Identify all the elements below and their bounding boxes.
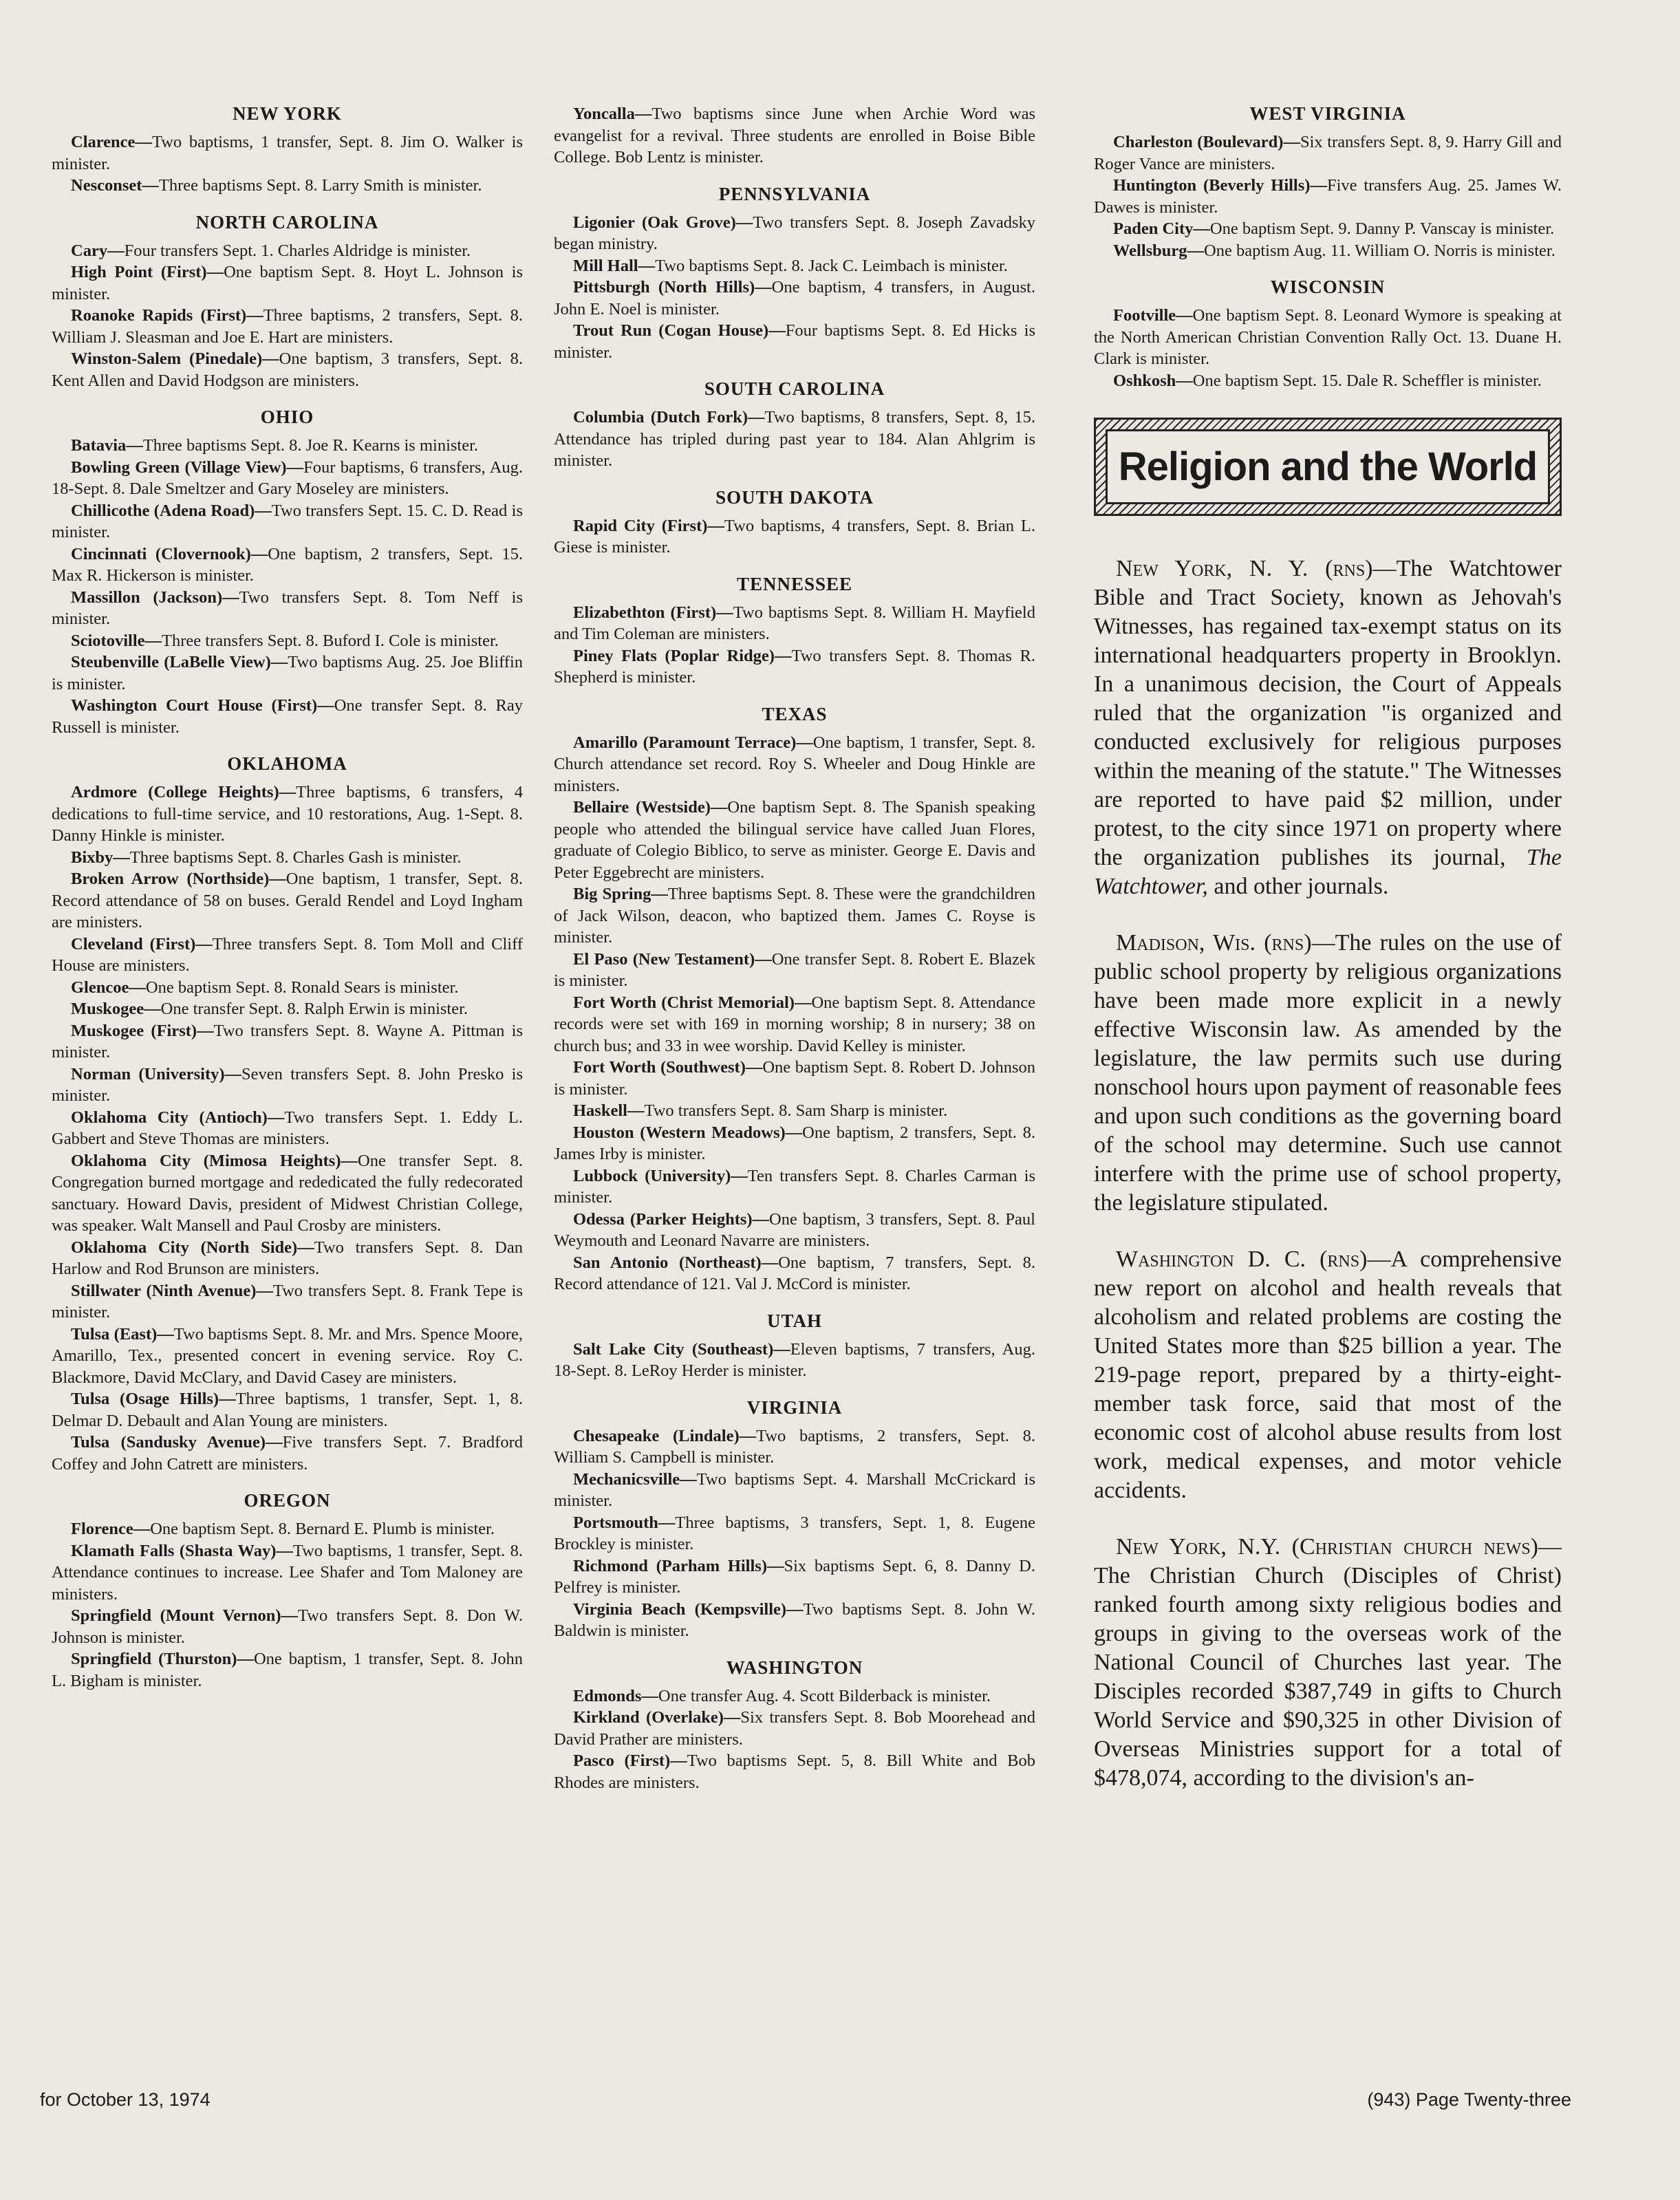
church-name: Pittsburgh (North Hills) bbox=[573, 278, 755, 296]
church-name: Tulsa (Osage Hills) bbox=[71, 1390, 219, 1408]
news-item: New York, N.Y. (Christian church news)—The Christian Church (Disciples of Christ) ranked fourth among sixty religious bodies and groups in giving to the overseas work of the National Council of Churches last year. The Disciples recorded $387,749 in gifts to Church World Service and $90,325 in other Division of Overseas Ministries support for a total of $478,074, according to the division's an- bbox=[1094, 1534, 1562, 1791]
report-text: One baptism Sept. 8. Leonard Wymore is speaking at the North American Christian Convention Rally Oct. 13. Duane H. Clark is minister. bbox=[1094, 306, 1562, 368]
church-report: Batavia—Three baptisms Sept. 8. Joe R. Kearns is minister. bbox=[71, 436, 479, 455]
church-report: Columbia (Dutch Fork)—Two baptisms, 8 transfers, Sept. 8, 15. Attendance has tripled during past year to 184. Alan Ahlgrim is minister. bbox=[554, 408, 1035, 470]
church-name: Mechanicsville bbox=[573, 1469, 680, 1489]
church-name: Trout Run (Cogan House) bbox=[573, 321, 769, 340]
report-text: Two baptisms, 1 transfer, Sept. 8. Jim O. Walker is minister. bbox=[52, 133, 523, 173]
report-text: Five transfers Sept. 7. Bradford Coffey and John Catrett are ministers. bbox=[52, 1433, 523, 1474]
news-body-tail: and other journals. bbox=[1207, 874, 1389, 899]
church-report: Oklahoma City (Antioch)—Two transfers Sept. 1. Eddy L. Gabbert and Steve Thomas are ministers. bbox=[52, 1108, 523, 1148]
report-text: Two baptisms Aug. 25. Joe Bliffin is minister. bbox=[52, 653, 523, 693]
state-heading: UTAH bbox=[766, 1310, 822, 1331]
church-name: Roanoke Rapids (First) bbox=[71, 306, 247, 325]
feature-items bbox=[1094, 554, 1562, 1793]
church-report: Washington Court House (First)—One transfer Sept. 8. Ray Russell is minister. bbox=[52, 696, 523, 737]
column-right bbox=[1094, 103, 1562, 1820]
news-dateline: Madison, Wis. (rns) bbox=[1116, 930, 1312, 956]
church-name: Elizabethton (First) bbox=[573, 603, 717, 622]
church-name: El Paso (New Testament) bbox=[573, 949, 755, 969]
state-section bbox=[52, 407, 523, 738]
church-report: Oshkosh—One baptism Sept. 15. Dale R. Scheffler is minister. bbox=[1113, 371, 1542, 390]
church-name: Charleston (Boulevard) bbox=[1113, 133, 1284, 151]
report-text: One baptism Sept. 8. Attendance records were set with 169 in morning worship; 8 in nursery; 38 on church bus; and 33 in wee worship. David Kelley is minister. bbox=[554, 993, 1036, 1055]
news-body: A comprehensive new report on alcohol and health reveals that alcoholism and related problems are costing the United States more than $25 billion a year. The 219-page report, prepared by a thirty-eight-member task force, said that most of the economic cost of alcohol abuse results from lost work, medical expenses, and motor vehicle accidents. bbox=[1094, 1247, 1562, 1503]
news-item: Washington D. C. (rns)—A comprehensive new report on alcohol and health reveals that alcoholism and related problems are costing the United States more than $25 billion a year. The 219-page report, prepared by a thirty-eight-member task force, said that most of the economic cost of alcohol abuse results from lost work, medical expenses, and motor vehicle accidents. bbox=[1094, 1247, 1562, 1503]
report-text: Three baptisms, 6 transfers, 4 dedications to full-time service, and 10 restorations, Aug. 1-Sept. 8. Danny Hinkle is minister. bbox=[52, 783, 523, 845]
church-report: Charleston (Boulevard)—Six transfers Sept. 8, 9. Harry Gill and Roger Vance are ministers. bbox=[1094, 133, 1562, 173]
church-name: High Point (First) bbox=[71, 263, 207, 281]
report-text: Four baptisms Sept. 8. Ed Hicks is minister. bbox=[554, 321, 1035, 362]
report-text: Two transfers Sept. 8. Frank Tepe is minister. bbox=[52, 1281, 523, 1322]
church-report: Rapid City (First)—Two baptisms, 4 transfers, Sept. 8. Brian L. Giese is minister. bbox=[554, 516, 1035, 557]
church-name: Chesapeake (Lindale) bbox=[573, 1426, 740, 1445]
church-name: Columbia (Dutch Fork) bbox=[573, 408, 749, 427]
report-text: One baptism Sept. 8. Ronald Sears is minister. bbox=[145, 978, 459, 997]
report-text: One baptism Aug. 11. William O. Norris is minister. bbox=[1204, 241, 1555, 260]
state-heading: OKLAHOMA bbox=[227, 753, 347, 774]
church-report: Pittsburgh (North Hills)—One baptism, 4 transfers, in August. John E. Noel is minister. bbox=[554, 278, 1035, 319]
state-heading: WEST VIRGINIA bbox=[1249, 103, 1406, 124]
news-dateline: New York, N. Y. (rns) bbox=[1116, 556, 1373, 581]
report-text: Five transfers Aug. 25. James W. Dawes is minister. bbox=[1094, 176, 1562, 217]
column-left bbox=[52, 103, 523, 1707]
church-report: Oklahoma City (Mimosa Heights)—One transfer Sept. 8. Congregation burned mortgage and rededicated the fully redecorated sanctuary. Howard Davis, president of Midwest Christian College, was speaker. Walt Mansell and Paul Crosby are ministers. bbox=[52, 1151, 523, 1235]
church-name: Norman (University) bbox=[71, 1064, 225, 1083]
report-text: Two transfers Sept. 8. Thomas R. Shepherd is minister. bbox=[554, 646, 1035, 687]
report-text: One baptism, 7 transfers, Sept. 8. Record attendance of 121. Val J. McCord is minister. bbox=[554, 1253, 1036, 1293]
report-text: Six transfers Sept. 8, 9. Harry Gill and Roger Vance are ministers. bbox=[1094, 133, 1562, 173]
report-text: Three baptisms Sept. 8. These were the grandchildren of Jack Wilson, deacon, who baptized them. James C. Royse is minister. bbox=[554, 885, 1035, 947]
church-name: Springfield (Mount Vernon) bbox=[71, 1606, 281, 1625]
report-text: Three baptisms Sept. 8. Joe R. Kearns is minister. bbox=[142, 436, 479, 455]
church-report: Muskogee (First)—Two transfers Sept. 8. Wayne A. Pittman is minister. bbox=[52, 1021, 523, 1061]
church-name: Bowling Green (Village View) bbox=[71, 457, 287, 477]
church-name: Cleveland (First) bbox=[71, 934, 196, 953]
church-report: High Point (First)—One baptism Sept. 8. Hoyt L. Johnson is minister. bbox=[52, 263, 523, 303]
report-text: Two transfers Sept. 8. Tom Neff is minister. bbox=[52, 587, 524, 628]
state-section bbox=[52, 103, 523, 197]
church-name: Tulsa (Sandusky Avenue) bbox=[71, 1433, 266, 1452]
church-report: Springfield (Thurston)—One baptism, 1 transfer, Sept. 8. John L. Bigham is minister. bbox=[52, 1650, 523, 1690]
report-text: Two baptisms Sept. 4. Marshall McCrickard is minister. bbox=[554, 1469, 1035, 1510]
church-name: Fort Worth (Christ Memorial) bbox=[573, 993, 795, 1012]
news-body: The rules on the use of public school property by religious organizations have been made more explicit in a newly effective Wisconsin law. As amended by the legislature, the law permits such use during nonschool hours upon payment of reasonable fees and upon such conditions as the governing board of the school may determine. Such use cannot interfere with the prime use of school property, the legislature stipulated. bbox=[1094, 930, 1562, 1216]
church-report: Ligonier (Oak Grove)—Two transfers Sept. 8. Joseph Zavadsky began ministry. bbox=[554, 213, 1036, 253]
church-report: Trout Run (Cogan House)—Four baptisms Sept. 8. Ed Hicks is minister. bbox=[554, 321, 1035, 362]
church-report: Klamath Falls (Shasta Way)—Two baptisms, 1 transfer, Sept. 8. Attendance continues to increase. Lee Shafer and Tom Maloney are ministers. bbox=[52, 1541, 523, 1604]
report-text: Four transfers Sept. 1. Charles Aldridge is minister. bbox=[124, 241, 471, 260]
report-text: Eleven baptisms, 7 transfers, Aug. 18-Sept. 8. LeRoy Herder is minister. bbox=[554, 1339, 1036, 1380]
church-report: Oklahoma City (North Side)—Two transfers Sept. 8. Dan Harlow and Rod Brunson are ministers. bbox=[52, 1238, 523, 1278]
church-name: Rapid City (First) bbox=[573, 516, 708, 535]
church-name: Richmond (Parham Hills) bbox=[573, 1556, 767, 1575]
church-name: Piney Flats (Poplar Ridge) bbox=[573, 646, 775, 665]
report-text: Two baptisms Sept. 8. William H. Mayfield and Tim Coleman are ministers. bbox=[554, 603, 1035, 643]
state-heading: TENNESSEE bbox=[736, 573, 853, 594]
report-text: Two transfers Sept. 8. Don W. Johnson is minister. bbox=[52, 1606, 524, 1647]
church-name: Winston-Salem (Pinedale) bbox=[71, 349, 263, 368]
state-heading: PENNSYLVANIA bbox=[718, 183, 871, 204]
state-section bbox=[554, 574, 1035, 689]
church-report: Pasco (First)—Two baptisms Sept. 5, 8. Bill White and Bob Rhodes are ministers. bbox=[554, 1751, 1035, 1792]
church-name: Massillon (Jackson) bbox=[71, 587, 223, 607]
church-report: Muskogee—One transfer Sept. 8. Ralph Erwin is minister. bbox=[71, 1000, 469, 1018]
church-name: Florence bbox=[71, 1520, 133, 1538]
report-text: One baptism, 3 transfers, Sept. 8. Kent Allen and David Hodgson are ministers. bbox=[52, 349, 523, 390]
state-section bbox=[554, 103, 1035, 169]
report-text: Two baptisms Sept. 8. Jack C. Leimbach is minister. bbox=[655, 256, 1008, 275]
church-report: Stillwater (Ninth Avenue)—Two transfers Sept. 8. Frank Tepe is minister. bbox=[52, 1281, 523, 1322]
church-name: Edmonds bbox=[573, 1686, 642, 1705]
state-section bbox=[554, 378, 1035, 472]
news-item: Madison, Wis. (rns)—The rules on the use of public school property by religious organizations have been made more explicit in a newly effective Wisconsin law. As amended by the legislature, the law permits such use during nonschool hours upon payment of reasonable fees and upon such conditions as the governing board of the school may determine. Such use cannot interfere with the prime use of school property, the legislature stipulated. bbox=[1094, 930, 1562, 1216]
church-report: Winston-Salem (Pinedale)—One baptism, 3 transfers, Sept. 8. Kent Allen and David Hodgson are ministers. bbox=[52, 349, 523, 390]
church-report: Sciotoville—Three transfers Sept. 8. Buford I. Cole is minister. bbox=[71, 631, 499, 650]
church-report: Richmond (Parham Hills)—Six baptisms Sept. 6, 8. Danny D. Pelfrey is minister. bbox=[554, 1556, 1035, 1597]
report-text: One transfer Sept. 8. Ralph Erwin is minister. bbox=[160, 1000, 469, 1018]
report-text: Six baptisms Sept. 6, 8. Danny D. Pelfrey is minister. bbox=[554, 1556, 1035, 1597]
church-report: Tulsa (East)—Two baptisms Sept. 8. Mr. and Mrs. Spence Moore, Amarillo, Tex., presented concert in evening service. Roy C. Blackmore, David McClary, and David Casey are ministers. bbox=[52, 1324, 523, 1387]
report-text: One baptism, 1 transfer, Sept. 8. John L. Bigham is minister. bbox=[52, 1650, 523, 1690]
report-text: One transfer Sept. 8. Congregation burned mortgage and rededicated the fully redecorated sanctuary. Howard Davis, president of Midwest Christian College, was speaker. Walt Mansell and Paul Crosby are ministers. bbox=[52, 1151, 523, 1235]
news-item: New York, N. Y. (rns)—The Watchtower Bible and Tract Society, known as Jehovah's Witnesses, has regained tax-exempt status on its international headquarters property in Brooklyn. In a unanimous decision, the Court of Appeals ruled that the organization "is organized and conducted exclusively for religious purposes within the meaning of the statute." The Witnesses are reported to have paid $2 million, under protest, to the city since 1971 on property where the organization publishes its journal, The Watchtower, and other journals. bbox=[1094, 556, 1562, 899]
church-name: Houston (Western Meadows) bbox=[573, 1123, 786, 1142]
report-text: One transfer Aug. 4. Scott Bilderback is minister. bbox=[658, 1686, 991, 1705]
church-name: Amarillo (Paramount Terrace) bbox=[573, 733, 797, 752]
church-report: Massillon (Jackson)—Two transfers Sept. 8. Tom Neff is minister. bbox=[52, 587, 524, 628]
report-text: Three baptisms, 1 transfer, Sept. 1, 8. Delmar D. Debault and Alan Young are ministers. bbox=[52, 1390, 523, 1430]
report-text: Two transfers Sept. 15. C. D. Read is minister. bbox=[52, 501, 523, 541]
church-name: Lubbock (University) bbox=[573, 1166, 731, 1185]
church-report: Ardmore (College Heights)—Three baptisms, 6 transfers, 4 dedications to full-time service, and 10 restorations, Aug. 1-Sept. 8. Danny Hinkle is minister. bbox=[52, 783, 523, 845]
state-section bbox=[554, 1397, 1035, 1642]
state-section bbox=[554, 1311, 1035, 1382]
church-name: Klamath Falls (Shasta Way) bbox=[71, 1541, 277, 1560]
news-body: The Christian Church (Disciples of Christ) ranked fourth among sixty religious bodies and groups in giving to the overseas work of the National Council of Churches last year. The Disciples recorded $387,749 in gifts to Church World Service and $90,325 in other Division of Overseas Ministries support for a total of $478,074, according to the division's an- bbox=[1094, 1563, 1562, 1791]
church-report: Nesconset—Three baptisms Sept. 8. Larry Smith is minister. bbox=[71, 176, 482, 195]
report-text: Four baptisms, 6 transfers, Aug. 18-Sept. 8. Dale Smeltzer and Gary Moseley are ministers. bbox=[52, 457, 524, 498]
church-name: Bellaire (Westside) bbox=[573, 798, 711, 817]
church-report: Huntington (Beverly Hills)—Five transfers Aug. 25. James W. Dawes is minister. bbox=[1094, 176, 1562, 217]
report-text: One transfer Sept. 8. Ray Russell is minister. bbox=[52, 696, 523, 737]
report-text: One transfer Sept. 8. Robert E. Blazek is minister. bbox=[554, 949, 1036, 990]
church-name: Muskogee (First) bbox=[71, 1021, 197, 1040]
state-heading: WISCONSIN bbox=[1270, 277, 1386, 297]
church-name: Oklahoma City (Antioch) bbox=[71, 1108, 268, 1127]
report-text: Two baptisms, 8 transfers, Sept. 8, 15. Attendance has tripled during past year to 184. Alan Ahlgrim is minister. bbox=[554, 408, 1035, 470]
church-report: Houston (Western Meadows)—One baptism, 2 transfers, Sept. 8. James Irby is minister. bbox=[554, 1123, 1035, 1163]
report-text: One baptism, 4 transfers, in August. John E. Noel is minister. bbox=[554, 278, 1035, 319]
feature-banner bbox=[1094, 418, 1562, 516]
church-name: Ardmore (College Heights) bbox=[71, 783, 279, 801]
church-report: Bellaire (Westside)—One baptism Sept. 8. The Spanish speaking people who attended the bilingual service have called Juan Flores, graduate of Colegio Biblico, to serve as minister. George E. Davis and Peter Eggebrecht are ministers. bbox=[554, 798, 1035, 882]
news-dateline: Washington D. C. (rns) bbox=[1116, 1247, 1368, 1272]
church-name: Footville bbox=[1113, 306, 1176, 325]
church-report: Steubenville (LaBelle View)—Two baptisms Aug. 25. Joe Bliffin is minister. bbox=[52, 653, 523, 693]
report-text: Three transfers Sept. 8. Tom Moll and Cliff House are ministers. bbox=[52, 934, 523, 975]
church-report: Virginia Beach (Kempsville)—Two baptisms Sept. 8. John W. Baldwin is minister. bbox=[554, 1599, 1035, 1640]
report-text: One baptism Sept. 8. Bernard E. Plumb is minister. bbox=[150, 1520, 495, 1538]
church-name: Stillwater (Ninth Avenue) bbox=[71, 1281, 257, 1300]
right-sections bbox=[1094, 103, 1562, 391]
report-text: Two baptisms Sept. 8. Mr. and Mrs. Spence Moore, Amarillo, Tex., presented concert in evening service. Roy C. Blackmore, David McClary, and David Casey are ministers. bbox=[52, 1324, 523, 1387]
report-text: Two baptisms Sept. 8. John W. Baldwin is minister. bbox=[554, 1599, 1035, 1640]
church-report: Tulsa (Osage Hills)—Three baptisms, 1 transfer, Sept. 1, 8. Delmar D. Debault and Alan Young are ministers. bbox=[52, 1390, 523, 1430]
church-report: Springfield (Mount Vernon)—Two transfers Sept. 8. Don W. Johnson is minister. bbox=[52, 1606, 524, 1647]
church-name: Tulsa (East) bbox=[71, 1324, 158, 1344]
report-text: Two transfers Sept. 8. Wayne A. Pittman is minister. bbox=[52, 1021, 523, 1061]
state-section bbox=[554, 1657, 1035, 1794]
footer-date: for October 13, 1974 bbox=[40, 2089, 211, 2110]
state-section bbox=[52, 212, 523, 392]
church-name: Fort Worth (Southwest) bbox=[573, 1058, 746, 1077]
state-section bbox=[554, 704, 1035, 1295]
church-report: Roanoke Rapids (First)—Three baptisms, 2 transfers, Sept. 8. William J. Sleasman and Joe E. Hart are ministers. bbox=[52, 306, 523, 347]
church-report: Salt Lake City (Southeast)—Eleven baptisms, 7 transfers, Aug. 18-Sept. 8. LeRoy Herder is minister. bbox=[554, 1339, 1036, 1380]
church-report: Yoncalla—Two baptisms since June when Archie Word was evangelist for a revival. Three students are enrolled in Boise Bible College. Bob Lentz is minister. bbox=[554, 105, 1035, 166]
church-name: Chillicothe (Adena Road) bbox=[71, 501, 255, 520]
church-name: Cary bbox=[71, 241, 108, 260]
church-report: Piney Flats (Poplar Ridge)—Two transfers Sept. 8. Thomas R. Shepherd is minister. bbox=[554, 646, 1035, 687]
state-heading: WASHINGTON bbox=[726, 1657, 863, 1678]
church-report: Mill Hall—Two baptisms Sept. 8. Jack C. Leimbach is minister. bbox=[573, 256, 1008, 275]
report-text: Three baptisms, 2 transfers, Sept. 8. William J. Sleasman and Joe E. Hart are ministers. bbox=[52, 306, 523, 347]
report-text: Two baptisms, 1 transfer, Sept. 8. Attendance continues to increase. Lee Shafer and Tom Maloney are ministers. bbox=[52, 1541, 523, 1604]
church-name: Broken Arrow (Northside) bbox=[71, 870, 270, 888]
church-report: Amarillo (Paramount Terrace)—One baptism, 1 transfer, Sept. 8. Church attendance set record. Roy S. Wheeler and Doug Hinkle are ministers. bbox=[554, 733, 1035, 795]
report-text: Three baptisms Sept. 8. Charles Gash is minister. bbox=[129, 848, 462, 867]
church-report: San Antonio (Northeast)—One baptism, 7 transfers, Sept. 8. Record attendance of 121. Val J. McCord is minister. bbox=[554, 1253, 1036, 1293]
report-text: One baptism, 1 transfer, Sept. 8. Record attendance of 58 on buses. Gerald Rendel and Loyd Ingham are ministers. bbox=[52, 870, 524, 931]
church-report: Paden City—One baptism Sept. 9. Danny P. Vanscay is minister. bbox=[1113, 219, 1555, 238]
church-report: Florence—One baptism Sept. 8. Bernard E. Plumb is minister. bbox=[71, 1520, 495, 1538]
church-name: Salt Lake City (Southeast) bbox=[573, 1339, 774, 1359]
church-report: Mechanicsville—Two baptisms Sept. 4. Marshall McCrickard is minister. bbox=[554, 1469, 1035, 1510]
church-report: Portsmouth—Three baptisms, 3 transfers, Sept. 1, 8. Eugene Brockley is minister. bbox=[554, 1513, 1035, 1553]
report-text: Two baptisms Sept. 5, 8. Bill White and Bob Rhodes are ministers. bbox=[554, 1751, 1035, 1792]
church-report: Chillicothe (Adena Road)—Two transfers Sept. 15. C. D. Read is minister. bbox=[52, 501, 523, 541]
church-report: Norman (University)—Seven transfers Sept. 8. John Presko is minister. bbox=[52, 1064, 523, 1105]
state-heading: SOUTH DAKOTA bbox=[715, 486, 874, 508]
church-report: Glencoe—One baptism Sept. 8. Ronald Sears is minister. bbox=[71, 978, 459, 997]
column-middle bbox=[554, 103, 1035, 1809]
report-text: One baptism Sept. 8. Hoyt L. Johnson is minister. bbox=[52, 263, 523, 303]
state-heading: OHIO bbox=[260, 407, 314, 427]
state-section bbox=[554, 184, 1035, 364]
church-name: Steubenville (LaBelle View) bbox=[71, 653, 271, 671]
church-report: Edmonds—One transfer Aug. 4. Scott Bilderback is minister. bbox=[573, 1686, 991, 1705]
church-name: Oklahoma City (North Side) bbox=[71, 1238, 298, 1257]
church-report: Footville—One baptism Sept. 8. Leonard Wymore is speaking at the North American Christian Convention Rally Oct. 13. Duane H. Clark is minister. bbox=[1094, 306, 1562, 368]
church-name: Wellsburg bbox=[1113, 241, 1187, 260]
news-body: The Watchtower Bible and Tract Society, known as Jehovah's Witnesses, has regained tax-exempt status on its international headquarters property in Brooklyn. In a unanimous decision, the Court of Appeals ruled that the organization "is organized and conducted exclusively for religious purposes within the meaning of the statute." The Witnesses are reported to have paid $2 million, under protest, to the city since 1971 on property where the organization publishes its journal, bbox=[1094, 556, 1562, 870]
church-name: Washington Court House (First) bbox=[71, 696, 318, 715]
church-name: Clarence bbox=[71, 133, 136, 151]
state-section bbox=[554, 487, 1035, 559]
report-text: Three baptisms Sept. 8. Larry Smith is minister. bbox=[158, 176, 482, 195]
state-heading: TEXAS bbox=[762, 703, 828, 724]
state-section bbox=[52, 753, 523, 1475]
church-report: Cincinnati (Clovernook)—One baptism, 2 transfers, Sept. 15. Max R. Hickerson is minister. bbox=[52, 544, 523, 585]
state-heading: SOUTH CAROLINA bbox=[704, 378, 885, 399]
church-name: Haskell bbox=[573, 1101, 627, 1120]
report-text: Seven transfers Sept. 8. John Presko is minister. bbox=[52, 1064, 523, 1105]
church-name: Oshkosh bbox=[1113, 371, 1176, 390]
report-text: Two transfers Sept. 1. Eddy L. Gabbert and Steve Thomas are ministers. bbox=[52, 1108, 523, 1148]
church-name: Yoncalla bbox=[573, 105, 635, 123]
report-text: Two baptisms, 2 transfers, Sept. 8. William S. Campbell is minister. bbox=[554, 1426, 1035, 1467]
report-text: One baptism Sept. 8. The Spanish speaking people who attended the bilingual service have called Juan Flores, graduate of Colegio Biblico, to serve as minister. George E. Davis and Peter Eggebrecht are ministers. bbox=[554, 798, 1035, 882]
church-name: Muskogee bbox=[71, 1000, 144, 1018]
report-text: Two baptisms since June when Archie Word was evangelist for a revival. Three students are enrolled in Boise Bible College. Bob Lentz is minister. bbox=[554, 105, 1035, 166]
church-report: Odessa (Parker Heights)—One baptism, 3 transfers, Sept. 8. Paul Weymouth and Leonard Navarre are ministers. bbox=[554, 1209, 1035, 1250]
church-name: Oklahoma City (Mimosa Heights) bbox=[71, 1151, 341, 1170]
state-section bbox=[1094, 103, 1562, 261]
church-name: Portsmouth bbox=[573, 1513, 658, 1532]
church-name: Batavia bbox=[71, 436, 127, 455]
journal-title: The Watchtower, bbox=[1094, 845, 1562, 899]
report-text: One baptism, 2 transfers, Sept. 8. James Irby is minister. bbox=[554, 1123, 1035, 1163]
church-name: Glencoe bbox=[71, 978, 129, 997]
news-dateline: New York, N.Y. (Christian church news) bbox=[1116, 1534, 1538, 1560]
church-report: Cleveland (First)—Three transfers Sept. 8. Tom Moll and Cliff House are ministers. bbox=[52, 934, 523, 975]
state-heading: OREGON bbox=[244, 1490, 331, 1511]
report-text: One baptism, 2 transfers, Sept. 15. Max R. Hickerson is minister. bbox=[52, 544, 523, 585]
church-report: Tulsa (Sandusky Avenue)—Five transfers Sept. 7. Bradford Coffey and John Catrett are ministers. bbox=[52, 1433, 523, 1474]
church-name: Virginia Beach (Kempsville) bbox=[573, 1599, 787, 1619]
church-name: San Antonio (Northeast) bbox=[573, 1253, 762, 1272]
church-report: Fort Worth (Christ Memorial)—One baptism Sept. 8. Attendance records were set with 169 in morning worship; 8 in nursery; 38 on church bus; and 33 in wee worship. David Kelley is minister. bbox=[554, 993, 1036, 1055]
report-text: Two transfers Sept. 8. Joseph Zavadsky began ministry. bbox=[554, 213, 1036, 253]
church-report: Lubbock (University)—Ten transfers Sept. 8. Charles Carman is minister. bbox=[554, 1166, 1035, 1207]
state-heading: NORTH CAROLINA bbox=[195, 211, 379, 233]
church-name: Huntington (Beverly Hills) bbox=[1113, 176, 1311, 195]
church-report: Elizabethton (First)—Two baptisms Sept. 8. William H. Mayfield and Tim Coleman are ministers. bbox=[554, 603, 1035, 643]
report-text: Three transfers Sept. 8. Buford I. Cole is minister. bbox=[162, 631, 499, 650]
church-report: Bowling Green (Village View)—Four baptisms, 6 transfers, Aug. 18-Sept. 8. Dale Smeltzer and Gary Moseley are ministers. bbox=[52, 457, 524, 498]
report-text: One baptism Sept. 15. Dale R. Scheffler is minister. bbox=[1192, 371, 1542, 390]
church-name: Sciotoville bbox=[71, 631, 145, 650]
state-heading: NEW YORK bbox=[233, 103, 342, 124]
church-report: Chesapeake (Lindale)—Two baptisms, 2 transfers, Sept. 8. William S. Campbell is minister. bbox=[554, 1426, 1035, 1467]
church-report: Clarence—Two baptisms, 1 transfer, Sept. 8. Jim O. Walker is minister. bbox=[52, 133, 523, 173]
report-text: Ten transfers Sept. 8. Charles Carman is minister. bbox=[554, 1166, 1035, 1207]
report-text: Two transfers Sept. 8. Sam Sharp is minister. bbox=[644, 1101, 948, 1120]
church-name: Springfield (Thurston) bbox=[71, 1650, 237, 1668]
church-name: Big Spring bbox=[573, 885, 651, 903]
church-name: Nesconset bbox=[71, 176, 142, 195]
state-section bbox=[52, 1490, 523, 1692]
church-name: Odessa (Parker Heights) bbox=[573, 1209, 753, 1229]
church-report: Kirkland (Overlake)—Six transfers Sept. 8. Bob Moorehead and David Prather are ministers. bbox=[554, 1708, 1035, 1749]
church-report: Bixby—Three baptisms Sept. 8. Charles Gash is minister. bbox=[71, 848, 462, 867]
church-report: Broken Arrow (Northside)—One baptism, 1 transfer, Sept. 8. Record attendance of 58 on buses. Gerald Rendel and Loyd Ingham are ministers. bbox=[52, 870, 524, 931]
church-name: Bixby bbox=[71, 848, 114, 867]
report-text: One baptism, 1 transfer, Sept. 8. Church attendance set record. Roy S. Wheeler and Doug Hinkle are ministers. bbox=[554, 733, 1035, 795]
church-name: Pasco (First) bbox=[573, 1751, 671, 1770]
church-name: Cincinnati (Clovernook) bbox=[71, 544, 251, 563]
church-report: Cary—Four transfers Sept. 1. Charles Aldridge is minister. bbox=[71, 241, 471, 260]
report-text: One baptism Sept. 9. Danny P. Vanscay is minister. bbox=[1209, 219, 1555, 238]
report-text: One baptism Sept. 8. Robert D. Johnson is minister. bbox=[554, 1058, 1035, 1099]
church-report: Big Spring—Three baptisms Sept. 8. These were the grandchildren of Jack Wilson, deacon, who baptized them. James C. Royse is minister. bbox=[554, 885, 1035, 947]
church-report: El Paso (New Testament)—One transfer Sept. 8. Robert E. Blazek is minister. bbox=[554, 949, 1036, 990]
church-name: Ligonier (Oak Grove) bbox=[573, 213, 736, 232]
church-report: Haskell—Two transfers Sept. 8. Sam Sharp is minister. bbox=[573, 1101, 948, 1120]
report-text: Six transfers Sept. 8. Bob Moorehead and David Prather are ministers. bbox=[554, 1708, 1035, 1749]
report-text: Two baptisms, 4 transfers, Sept. 8. Brian L. Giese is minister. bbox=[554, 516, 1035, 557]
state-section bbox=[1094, 277, 1562, 391]
state-heading: VIRGINIA bbox=[746, 1396, 843, 1418]
report-text: Two transfers Sept. 8. Dan Harlow and Rod Brunson are ministers. bbox=[52, 1238, 523, 1278]
feature-title: Religion and the World bbox=[1106, 429, 1550, 504]
footer-page-number: (943) Page Twenty-three bbox=[1367, 2089, 1571, 2110]
report-text: One baptism, 3 transfers, Sept. 8. Paul Weymouth and Leonard Navarre are ministers. bbox=[554, 1209, 1035, 1250]
church-name: Mill Hall bbox=[573, 256, 638, 275]
church-report: Wellsburg—One baptism Aug. 11. William O. Norris is minister. bbox=[1113, 241, 1555, 260]
church-report: Fort Worth (Southwest)—One baptism Sept. 8. Robert D. Johnson is minister. bbox=[554, 1058, 1035, 1099]
church-name: Kirkland (Overlake) bbox=[573, 1708, 724, 1727]
church-name: Paden City bbox=[1113, 219, 1194, 238]
report-text: Three baptisms, 3 transfers, Sept. 1, 8. Eugene Brockley is minister. bbox=[554, 1513, 1035, 1553]
